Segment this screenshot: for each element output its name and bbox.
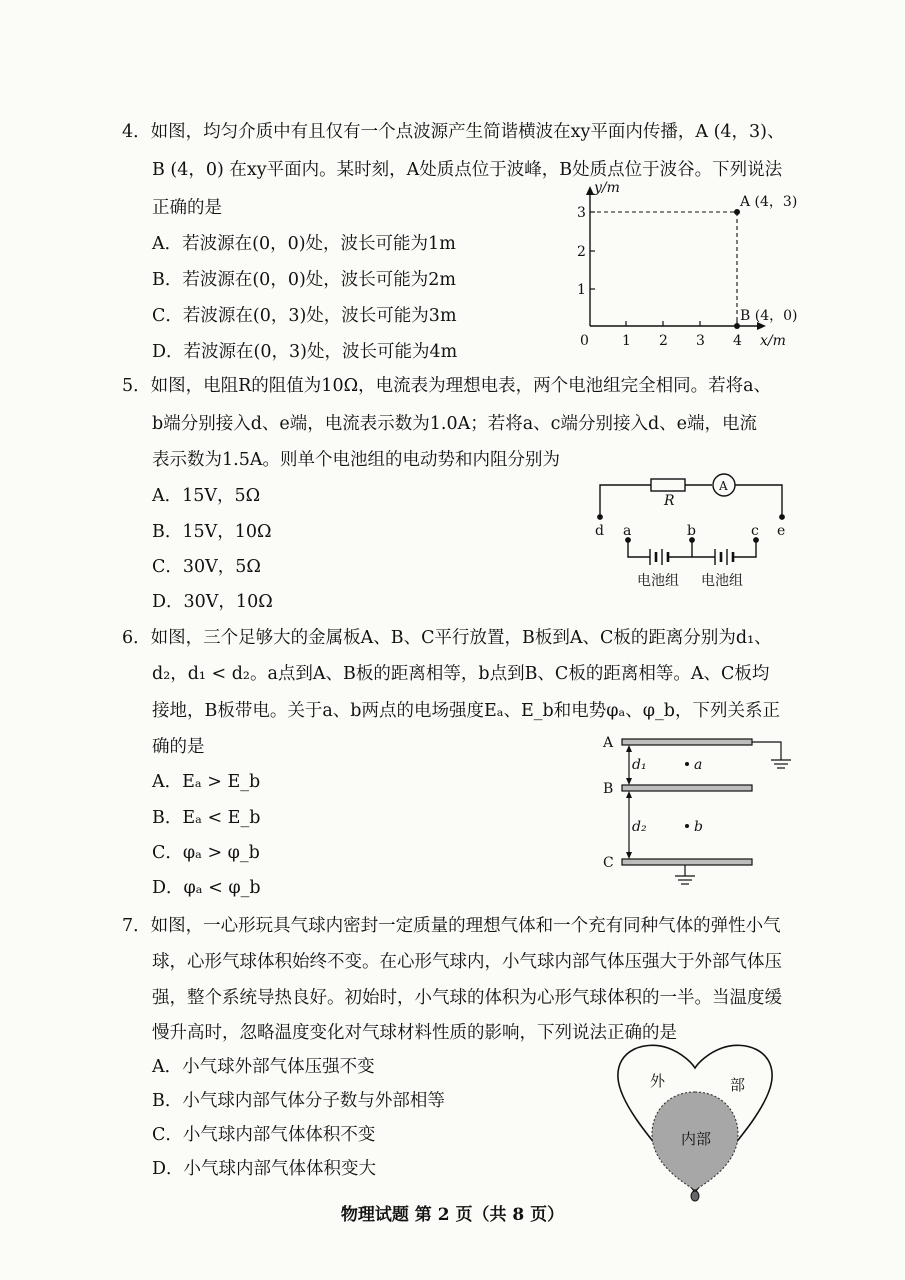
q4-option-d: D．若波源在(0，3)处，波长可能为4m	[152, 342, 458, 362]
plates-figure	[595, 728, 805, 888]
q7-line-1: 7．如图，一心形玩具气球内密封一定质量的理想气体和一个充有同种气体的弹性小气	[122, 916, 781, 936]
wave-point-a-label: A (4，3)	[740, 194, 798, 210]
heart-outer-label-2: 部	[730, 1076, 746, 1094]
circuit-terminal-b: b	[687, 523, 696, 539]
wave-y-tick-1: 1	[577, 282, 586, 298]
wave-x-tick-3: 3	[696, 333, 705, 349]
q6-option-a: A．Eₐ > E_b	[152, 772, 261, 792]
page-footer: 物理试题 第 2 页（共 8 页）	[340, 1205, 565, 1225]
q6-option-d: D．φₐ < φ_b	[152, 878, 261, 898]
q4-line-3: 正确的是	[152, 198, 222, 218]
q4-option-a: A．若波源在(0，0)处，波长可能为1m	[152, 234, 456, 254]
q5-option-b: B．15V，10Ω	[152, 522, 272, 542]
q6-option-b: B．Eₐ < E_b	[152, 808, 261, 828]
wave-y-axis-label: y/m	[594, 180, 620, 196]
circuit-terminal-e: e	[777, 523, 786, 539]
wave-point-b-label: B (4，0)	[740, 308, 798, 324]
point-b-label: b	[694, 819, 703, 835]
q7-option-c: C．小气球内部气体体积不变	[152, 1125, 376, 1145]
q6-line-4: 确的是	[152, 737, 205, 757]
distance-d1-label: d₁	[632, 757, 647, 773]
wave-x-tick-2: 2	[659, 333, 668, 349]
wave-origin-label: 0	[580, 333, 589, 349]
circuit-terminal-c: c	[751, 523, 759, 539]
q6-line-1: 6．如图，三个足够大的金属板A、B、C平行放置，B板到A、C板的距离分别为d₁、	[122, 628, 772, 648]
q5-option-d: D．30V，10Ω	[152, 592, 273, 612]
q4-line-2: B (4，0) 在xy平面内。某时刻，A处质点位于波峰，B处质点位于波谷。下列说法	[152, 160, 783, 180]
wave-x-tick-1: 1	[622, 333, 631, 349]
point-a-label: a	[694, 757, 703, 773]
wave-y-tick-2: 2	[577, 244, 586, 260]
q6-line-3: 接地，B板带电。关于a、b两点的电场强度Eₐ、E_b和电势φₐ、φ_b，下列关系正	[152, 701, 780, 721]
heart-balloon-figure	[608, 1036, 783, 1206]
plate-b-label: B	[603, 781, 614, 797]
plate-c-label: C	[603, 855, 614, 871]
q7-option-b: B．小气球内部气体分子数与外部相等	[152, 1091, 445, 1111]
plate-a-label: A	[603, 735, 614, 751]
wave-y-tick-3: 3	[577, 205, 586, 221]
q5-line-2: b端分别接入d、e端，电流表示数为1.0A；若将a、c端分别接入d、e端，电流	[152, 414, 758, 434]
circuit-resistor-label: R	[664, 493, 675, 509]
q4-option-c: C．若波源在(0，3)处，波长可能为3m	[152, 306, 457, 326]
heart-inner-label: 内部	[681, 1130, 712, 1148]
q5-option-a: A．15V，5Ω	[152, 486, 261, 506]
wave-figure	[570, 178, 810, 353]
q5-line-3: 表示数为1.5A。则单个电池组的电动势和内阻分别为	[152, 450, 560, 470]
distance-d2-label: d₂	[632, 819, 647, 835]
circuit-figure	[585, 470, 800, 595]
circuit-ammeter-label: A	[719, 479, 728, 493]
heart-outer-label-1: 外	[650, 1072, 666, 1090]
q6-option-c: C．φₐ > φ_b	[152, 843, 260, 863]
q7-line-2: 球，心形气球体积始终不变。在心形气球内，小气球内部气体压强大于外部气体压	[152, 952, 782, 972]
q7-line-3: 强，整个系统导热良好。初始时，小气球的体积为心形气球体积的一半。当温度缓	[152, 988, 782, 1008]
circuit-battery-left-label: 电池组	[637, 573, 679, 589]
q5-option-c: C．30V，5Ω	[152, 557, 261, 577]
circuit-battery-right-label: 电池组	[701, 573, 743, 589]
wave-x-axis-label: x/m	[760, 333, 786, 349]
wave-x-tick-4: 4	[733, 333, 742, 349]
q4-line-1: 4．如图，均匀介质中有且仅有一个点波源产生简谐横波在xy平面内传播，A (4，3)、	[122, 122, 785, 142]
q6-line-2: d₂，d₁ < d₂。a点到A、B板的距离相等，b点到B、C板的距离相等。A、C板均	[152, 664, 770, 684]
q7-line-4: 慢升高时，忽略温度变化对气球材料性质的影响，下列说法正确的是	[152, 1023, 677, 1043]
q5-line-1: 5．如图，电阻R的阻值为10Ω，电流表为理想电表，两个电池组完全相同。若将a、	[122, 376, 772, 396]
circuit-terminal-d: d	[595, 523, 604, 539]
q4-option-b: B．若波源在(0，0)处，波长可能为2m	[152, 270, 457, 290]
q7-option-a: A．小气球外部气体压强不变	[152, 1057, 375, 1077]
q7-option-d: D．小气球内部气体体积变大	[152, 1159, 377, 1179]
circuit-terminal-a: a	[623, 523, 632, 539]
